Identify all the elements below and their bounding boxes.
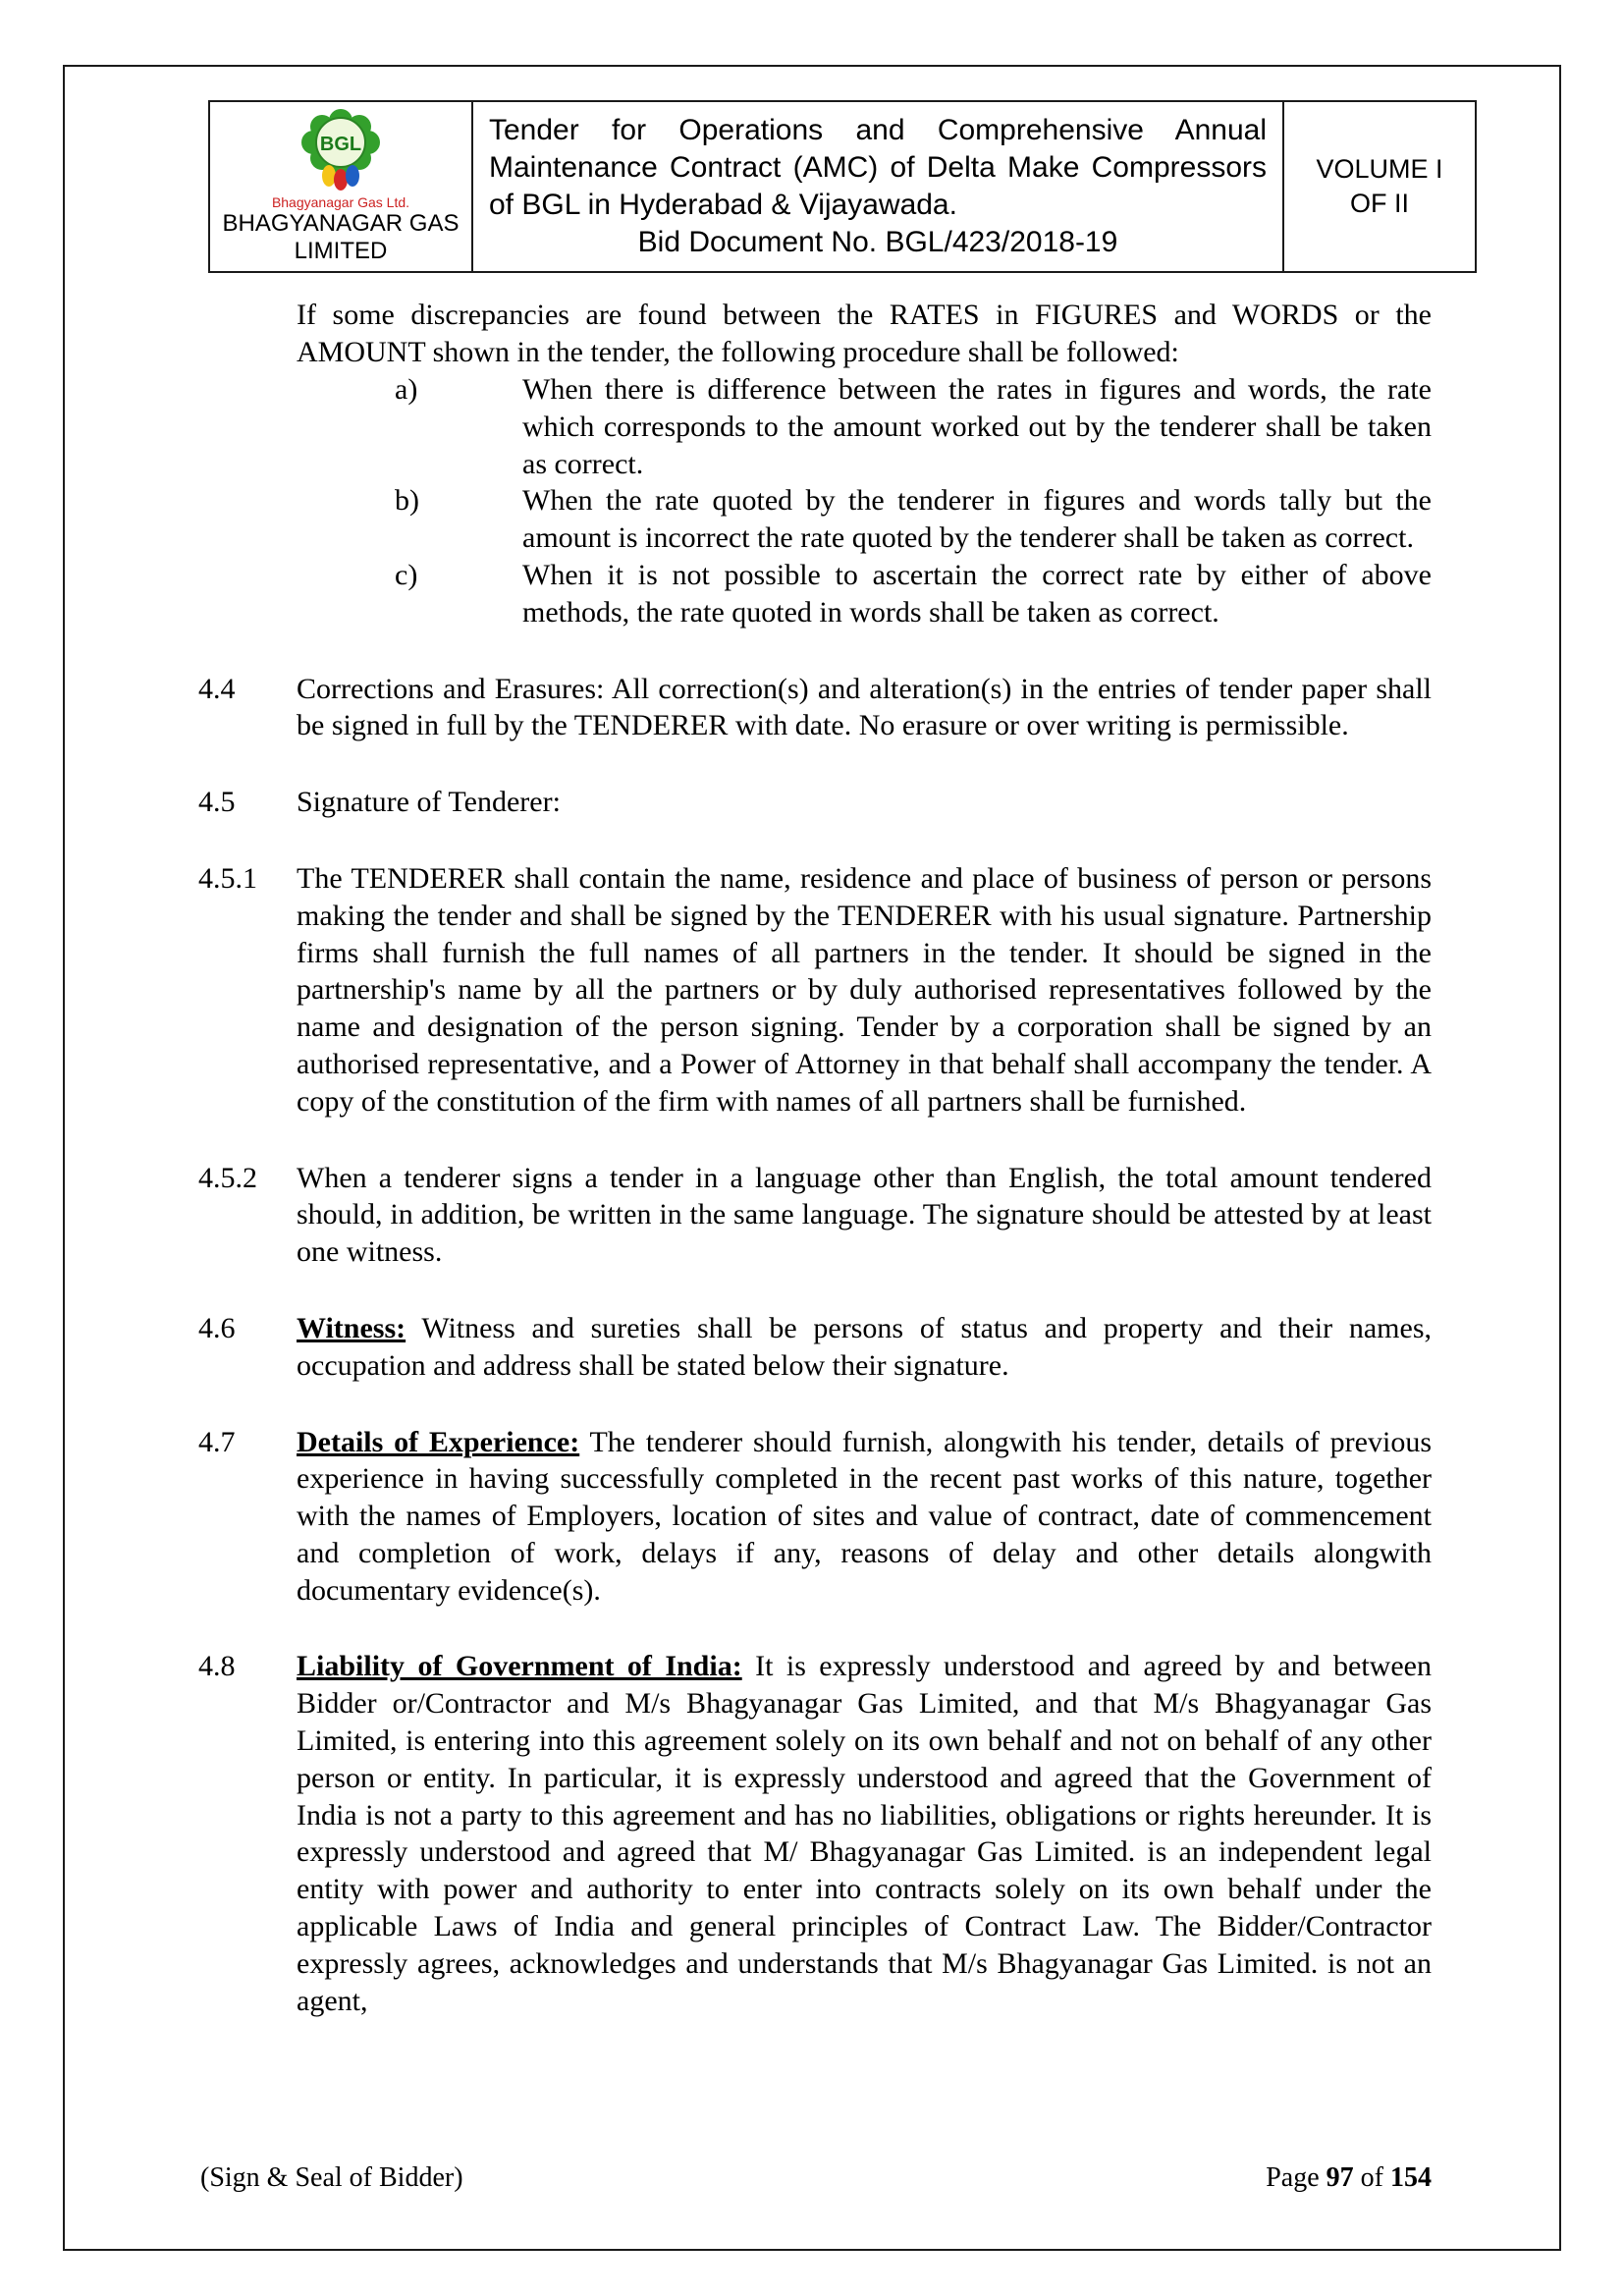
logo-drop-red — [334, 169, 348, 191]
section-4-5-1 — [198, 860, 1432, 1121]
list-text: When there is difference between the rates in figures and words, the rate which corresponds to the amount worked out by the tenderer shall be taken as correct. — [522, 372, 1432, 480]
section-text — [297, 1648, 1432, 2019]
section-4-8 — [198, 1648, 1432, 2019]
bgl-logo-text: BGL — [319, 134, 362, 156]
section-number: 4.5 — [198, 786, 236, 819]
header-table — [208, 100, 1477, 273]
section-number: 4.5.1 — [198, 861, 257, 895]
section-text: Corrections and Erasures: All correction(s) and alteration(s) in the entries of tender paper shall be signed in full by the TENDERER with date. No erasure or over writing is permissible. — [297, 672, 1432, 742]
section-text — [297, 1424, 1432, 1610]
page-content — [198, 297, 1432, 2019]
list-marker: a) — [395, 372, 418, 406]
section-heading: Liability of Government of India: — [297, 1650, 742, 1683]
section-heading: Witness: — [297, 1311, 406, 1344]
page-word: Page — [1266, 2162, 1326, 2193]
section-text: The TENDERER shall contain the name, residence and place of business of person or persons making the tender and shall be signed by the TENDERER with his usual signature. Partnership firms shall furnish the full names of all partners in the tender. It should be signed in the partnership's name by all the partners or by duly authorised representatives followed by the name and designation of the person signing. Tender by a corporation shall be signed by an authorised representative, and a Power of Attorney in that behalf shall accompany the tender. A copy of the constitution of the firm with names of all partners shall be furnished. — [297, 861, 1432, 1118]
logo-caption: Bhagyanagar Gas Ltd. — [271, 194, 410, 211]
section-number: 4.7 — [198, 1425, 236, 1458]
section-number: 4.4 — [198, 672, 236, 705]
section-4-6 — [198, 1310, 1432, 1385]
sign-seal-note: (Sign & Seal of Bidder) — [200, 2162, 463, 2193]
volume-line1: VOLUME I — [1316, 154, 1443, 185]
section-body-text: Witness and sureties shall be persons of status and property and their names, occupation and address shall be stated below their signature. — [297, 1311, 1432, 1382]
section-number: 4.8 — [198, 1650, 236, 1683]
section-4-5-2 — [198, 1160, 1432, 1271]
logo-drop-blue — [346, 165, 359, 187]
section-text — [297, 1310, 1432, 1385]
logo-cell — [210, 102, 473, 271]
section-body-text: The tenderer should furnish, alongwith his tender, details of previous experience in having successfully completed in the recent past works of this nature, together with the names of Employers, location of sites and value of contract, date of commencement and completion of work, delays if any, reasons of delay and other details alongwith documentary evidence(s). — [297, 1425, 1432, 1607]
section-text: When a tenderer signs a tender in a language other than English, the total amount tendered should, in addition, be written in the same language. The signature should be attested by at least one witness. — [297, 1161, 1432, 1269]
list-marker: c) — [395, 558, 418, 591]
section-number: 4.6 — [198, 1311, 236, 1344]
section-4-5 — [198, 784, 1432, 821]
section-body-text: It is expressly understood and agreed by and between Bidder or/Contractor and M/s Bhagyanagar Gas Limited, and that M/s Bhagyanagar Gas Limited, is entering into this agreement solely on its own behalf and not on behalf of any other person or entity. In particular, it is expressly understood and agreed that the Government of India is not a party to this agreement and has no liabilities, obligations or rights hereunder. It is expressly understood and agreed that M/ Bhagyanagar Gas Limited. is an independent legal entity with power and authority to enter into contracts solely on its own behalf under the applicable Laws of India and general principles of Contract Law. The Bidder/Contractor expressly agrees, acknowledges and understands that M/s Bhagyanagar Gas Limited. is not an agent, — [297, 1650, 1432, 2017]
page-number: 97 — [1326, 2162, 1354, 2193]
section-text: Signature of Tenderer: — [297, 786, 561, 819]
document-title: Tender for Operations and Comprehensive Annual Maintenance Contract (AMC) of Delta Make Compressors of BGL in Hyderabad & Vijayawada. — [489, 114, 1267, 222]
section-number: 4.5.2 — [198, 1161, 257, 1194]
section-4-4 — [198, 671, 1432, 745]
section-heading: Details of Experience: — [297, 1425, 580, 1458]
volume-line2: OF II — [1350, 189, 1409, 219]
bgl-logo-icon — [290, 109, 392, 193]
page-footer — [200, 2162, 1432, 2194]
list-item-a — [395, 371, 1432, 482]
page-total: 154 — [1390, 2162, 1432, 2193]
bid-document-number: Bid Document No. BGL/423/2018-19 — [637, 226, 1118, 259]
intro-paragraph: If some discrepancies are found between the RATES in FIGURES and WORDS or the AMOUNT shown in the tender, the following procedure shall be followed: — [297, 299, 1432, 369]
list-text: When the rate quoted by the tenderer in figures and words tally but the amount is incorrect the rate quoted by the tenderer shall be taken as correct. — [522, 484, 1432, 555]
of-word: of — [1353, 2162, 1390, 2193]
page-border — [63, 65, 1561, 2251]
list-item-b — [395, 482, 1432, 557]
volume-cell — [1284, 102, 1475, 271]
org-name-line2: LIMITED — [294, 237, 388, 264]
org-name-line1: BHAGYANAGAR GAS — [222, 210, 460, 238]
page-number-indicator — [1266, 2162, 1432, 2194]
header-title-cell — [473, 102, 1284, 271]
logo-drop-yellow — [322, 165, 336, 187]
section-4-7 — [198, 1424, 1432, 1610]
list-item-c — [395, 557, 1432, 631]
list-marker: b) — [395, 484, 419, 518]
list-text: When it is not possible to ascertain the correct rate by either of above methods, the rate quoted in words shall be taken as correct. — [522, 558, 1432, 629]
